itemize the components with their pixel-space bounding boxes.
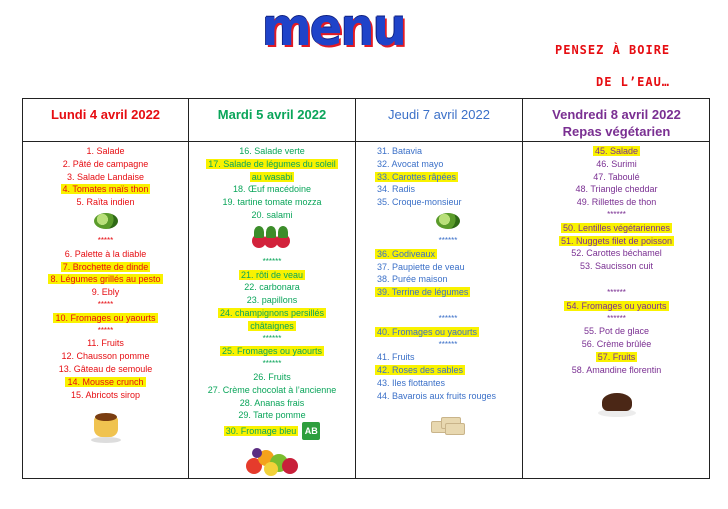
menu-item-label: 56. Crème brûlée	[581, 339, 652, 350]
menu-item-label: 32. Avocat mayo	[377, 158, 444, 169]
separator: ******	[438, 235, 458, 245]
menu-item	[23, 171, 188, 184]
spacer	[523, 273, 710, 287]
radish-icon	[246, 226, 298, 252]
menu-item	[189, 158, 355, 171]
menu-item-label: 37. Paupiette de veau	[377, 261, 465, 272]
menu-table	[22, 98, 710, 479]
menu-item	[375, 145, 521, 158]
menu-item	[375, 273, 521, 286]
menu-item	[375, 377, 521, 390]
menu-item-label: 36. Godiveaux	[377, 248, 436, 259]
salad-icon	[94, 213, 118, 229]
menu-item	[23, 183, 188, 196]
menu-item-label: 16. Salade verte	[239, 146, 305, 156]
menu-item	[23, 312, 188, 325]
menu-item	[523, 338, 710, 351]
menu-item-label: 30. Fromage bleu	[225, 425, 297, 436]
vegetarian-label: Repas végétarien	[562, 124, 671, 139]
monday-menu	[23, 145, 188, 445]
menu-item	[23, 376, 188, 389]
menu-item-label: 49. Rillettes de thon	[576, 197, 657, 208]
menu-item-label: 44. Bavarois aux fruits rouges	[377, 390, 497, 401]
menu-item	[375, 390, 521, 403]
menu-item-label: 52. Carottes béchamel	[571, 248, 662, 259]
separator: ******	[262, 256, 282, 266]
menu-item	[23, 273, 188, 286]
separator: ******	[607, 209, 626, 219]
menu-item	[23, 248, 188, 261]
separator: ******	[262, 333, 282, 343]
menu-item-label: 39. Terrine de légumes	[377, 287, 469, 298]
spacer	[375, 299, 521, 313]
menu-item	[523, 183, 710, 196]
separator: ******	[607, 287, 626, 297]
menu-item-label: 12. Chausson pomme	[61, 351, 150, 362]
column-divider	[355, 99, 356, 478]
header-divider	[23, 141, 709, 142]
menu-item-label: 8. Légumes grillés au pesto	[50, 274, 161, 285]
menu-item	[189, 345, 355, 358]
menu-item	[523, 325, 710, 338]
menu-item	[523, 364, 710, 377]
menu-item	[23, 261, 188, 274]
menu-item-label: châtaignes	[250, 320, 294, 331]
menu-item	[523, 247, 710, 260]
menu-item	[189, 320, 355, 333]
menu-item-label: 47. Taboulé	[593, 171, 640, 182]
menu-item-label: 40. Fromages ou yaourts	[377, 326, 478, 337]
menu-item	[23, 350, 188, 363]
menu-item-label: 54. Fromages ou yaourts	[566, 300, 667, 311]
drink-reminder-line1: PENSEZ À BOIRE	[555, 43, 671, 57]
menu-item	[375, 158, 521, 171]
menu-item	[23, 337, 188, 350]
menu-item-label: 2. Pâté de campagne	[62, 158, 149, 169]
day-heading-monday: Lundi 4 avril 2022	[50, 107, 161, 122]
menu-item-label: 50. Lentilles végétariennes	[562, 222, 671, 233]
cake-icon	[598, 383, 636, 423]
menu-item-label: 17. Salade de légumes du soleil	[208, 158, 336, 169]
menu-item-label: 4. Tomates maïs thon	[62, 184, 149, 195]
menu-item	[523, 235, 710, 248]
menu-item	[523, 300, 710, 313]
menu-item	[523, 351, 710, 364]
menu-item-label: 45. Salade	[594, 146, 639, 156]
menu-item	[375, 351, 521, 364]
menu-item	[189, 397, 355, 410]
menu-item-label: 24. champignons persillés	[219, 307, 325, 318]
menu-item-label: 42. Roses des sables	[377, 365, 464, 376]
menu-item-label: 57. Fruits	[597, 351, 636, 362]
menu-item-label: 13. Gâteau de semoule	[58, 363, 153, 374]
menu-item-label: 9. Ebly	[91, 287, 120, 298]
menu-item-label: 51. Nuggets filet de poisson	[560, 235, 673, 246]
menu-item	[523, 171, 710, 184]
menu-item-label: 46. Surimi	[596, 158, 637, 169]
menu-item	[189, 145, 355, 158]
menu-item-label: 18. Œuf macédoine	[232, 184, 312, 195]
menu-item-label: 11. Fruits	[87, 338, 124, 349]
menu-item	[375, 286, 521, 299]
menu-item	[375, 364, 521, 377]
menu-item	[189, 294, 355, 307]
separator: *****	[97, 299, 114, 309]
menu-item-label: 58. Amandine florentin	[571, 364, 662, 375]
menu-item-label: 7. Brochette de dinde	[62, 261, 149, 272]
separator: ******	[438, 339, 458, 349]
menu-item	[189, 307, 355, 320]
menu-item	[375, 248, 521, 261]
menu-item-label: 19. tartine tomate mozza	[222, 197, 322, 208]
thursday-menu	[375, 145, 521, 433]
menu-item	[189, 281, 355, 294]
menu-item	[189, 171, 355, 184]
menu-item-label: 33. Carottes râpées	[377, 171, 457, 182]
separator: ******	[607, 313, 626, 323]
menu-item-label: 25. Fromages ou yaourts	[221, 346, 323, 357]
menu-item-label: 21. rôti de veau	[240, 269, 304, 280]
menu-item	[189, 422, 355, 440]
menu-item	[189, 384, 355, 397]
menu-item	[523, 196, 710, 209]
tuesday-menu	[189, 145, 355, 476]
menu-item	[23, 158, 188, 171]
menu-item-label: 22. carbonara	[244, 282, 300, 293]
menu-item-label: 14. Mousse crunch	[67, 376, 144, 387]
menu-item	[23, 196, 188, 209]
menu-item	[189, 409, 355, 422]
flan-icon	[91, 409, 121, 445]
day-heading-friday: Vendredi 8 avril 2022 Repas végétarien	[523, 106, 710, 140]
menu-item-label: 26. Fruits	[253, 371, 291, 382]
menu-item	[523, 260, 710, 273]
day-heading-thursday: Jeudi 7 avril 2022	[388, 107, 490, 122]
menu-item	[23, 363, 188, 376]
separator: ******	[438, 313, 458, 323]
menu-item-label: 48. Triangle cheddar	[575, 184, 658, 195]
cookies-icon	[431, 415, 465, 433]
drink-reminder-line2: DE L’EAU…	[596, 75, 671, 89]
day-heading-tuesday: Mardi 5 avril 2022	[217, 107, 327, 122]
menu-item-label: 31. Batavia	[377, 146, 423, 156]
menu-item-label: 3. Salade Landaise	[66, 171, 145, 182]
menu-item	[523, 158, 710, 171]
menu-title: menu	[262, 0, 406, 58]
menu-item-label: 23. papillons	[246, 295, 298, 306]
menu-item-label: 5. Raïta indien	[76, 197, 135, 208]
menu-item	[375, 183, 521, 196]
friday-menu	[523, 145, 710, 423]
menu-item	[375, 261, 521, 274]
separator: *****	[97, 325, 114, 335]
menu-item-label: 27. Crème chocolat à l’ancienne	[207, 384, 337, 395]
menu-item-label: 20. salami	[251, 209, 293, 220]
menu-item-label: 43. Iles flottantes	[377, 377, 446, 388]
menu-item	[23, 389, 188, 402]
menu-item-label: 35. Croque-monsieur	[377, 197, 462, 208]
menu-item-label: 34. Radis	[377, 184, 416, 195]
menu-item	[523, 222, 710, 235]
separator: *****	[97, 235, 114, 245]
menu-item	[23, 286, 188, 299]
menu-item	[523, 145, 710, 158]
menu-item-label: 10. Fromages ou yaourts	[55, 312, 156, 323]
menu-item	[189, 269, 355, 282]
menu-item-label: 15. Abricots sirop	[70, 389, 141, 400]
menu-item	[375, 326, 521, 339]
separator: ******	[262, 359, 282, 369]
menu-item-label: 38. Purée maison	[377, 274, 448, 285]
menu-item	[189, 183, 355, 196]
menu-item-label: 29. Tarte pomme	[238, 410, 306, 421]
fruit-bowl-icon	[242, 444, 302, 476]
menu-item-label: 1. Salade	[86, 146, 125, 156]
menu-item-label: 41. Fruits	[377, 352, 415, 363]
menu-item	[375, 171, 521, 184]
menu-item	[189, 209, 355, 222]
menu-item	[189, 196, 355, 209]
menu-item-label: 55. Pot de glace	[583, 326, 650, 337]
menu-item-label: 53. Saucisson cuit	[579, 261, 654, 272]
menu-item	[23, 145, 188, 158]
menu-item-label: 6. Palette à la diable	[64, 248, 147, 259]
menu-item-label: au wasabi	[251, 171, 293, 182]
organic-label-icon: AB	[302, 422, 320, 440]
menu-item	[189, 371, 355, 384]
menu-item-label: 28. Ananas frais	[239, 397, 305, 408]
salad-icon	[436, 213, 460, 229]
menu-item	[375, 196, 521, 209]
